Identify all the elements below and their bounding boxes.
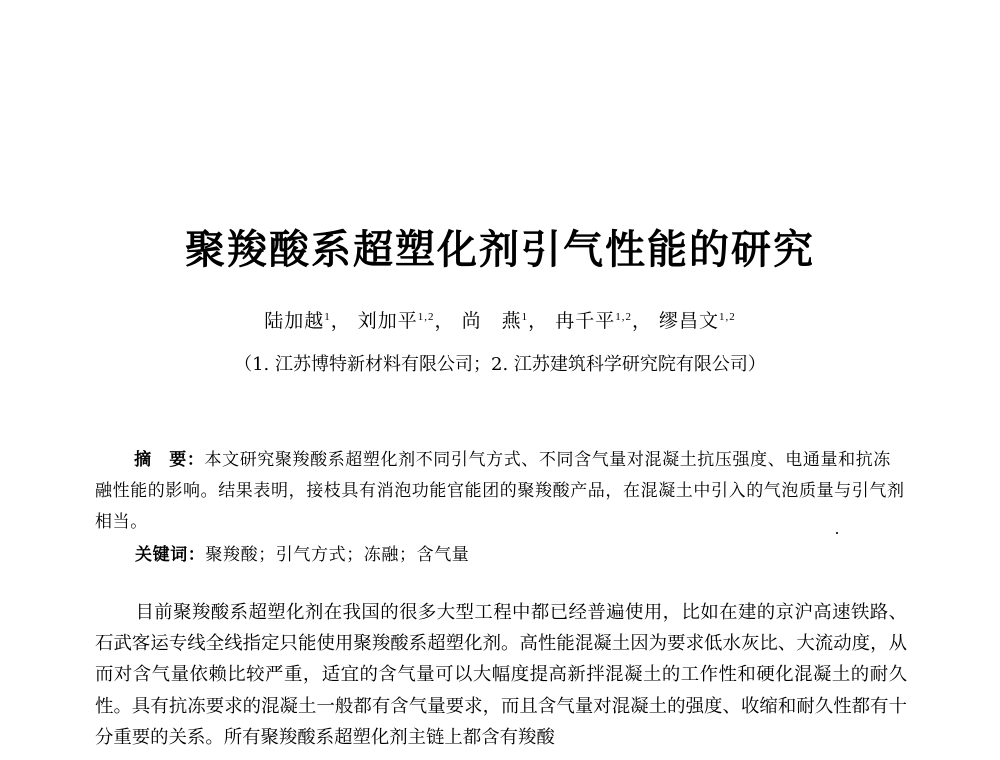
author-name: 尚 燕 xyxy=(461,310,522,332)
author-separator: ， xyxy=(528,310,549,332)
author-name: 陆加越 xyxy=(264,310,325,332)
author-name: 刘加平 xyxy=(357,310,418,332)
abstract-text: 本文研究聚羧酸系超塑化剂不同引气方式、不同含气量对混凝土抗压强度、电通量和抗冻融性能的影响。结果表明，接枝具有消泡功能官能团的聚羧酸产品，在混凝土中引入的气泡质量与引气剂相当。 xyxy=(95,450,905,532)
author-separator: ， xyxy=(631,310,652,332)
author-list xyxy=(0,306,1000,336)
author-name: 缪昌文 xyxy=(659,310,720,332)
author-affiliation-mark: 1,2 xyxy=(615,311,632,323)
affiliations: （1. 江苏博特新材料有限公司；2. 江苏建筑科学研究院有限公司） xyxy=(234,354,766,375)
abstract-block xyxy=(95,445,905,571)
author-separator: ， xyxy=(434,310,455,332)
scan-speck xyxy=(836,532,838,534)
keywords-text: 聚羧酸；引气方式；冻融；含气量 xyxy=(205,545,470,565)
paper-title: 聚羧酸系超塑化剂引气性能的研究 xyxy=(185,227,815,273)
author-separator: ， xyxy=(330,310,351,332)
author-affiliation-mark: 1,2 xyxy=(417,311,435,323)
body-paragraph: 目前聚羧酸系超塑化剂在我国的很多大型工程中都已经普遍使用，比如在建的京沪高速铁路、石武客运专线全线指定只能使用聚羧酸系超塑化剂。高性能混凝土因为要求低水灰比、大流动度，从而对含气量依赖比较严重，适宜的含气量可以大幅度提高新拌混凝土的工作性和硬化混凝土的耐久性。具有抗冻要求的混凝土一般都有含气量要求，而且含气量对混凝土的强度、收缩和耐久性都有十分重要的关系。所有聚羧酸系超塑化剂主链上都含有羧酸 xyxy=(95,602,907,748)
author-affiliation-mark: 1 xyxy=(521,311,529,323)
abstract-label: 摘 要： xyxy=(134,450,205,470)
body-text xyxy=(95,597,907,753)
abstract-paragraph xyxy=(95,445,905,538)
author-affiliation-mark: 1 xyxy=(324,311,331,323)
keywords-line xyxy=(95,540,905,571)
author-name: 冉千平 xyxy=(555,310,616,332)
author-affiliation-mark: 1,2 xyxy=(719,311,736,323)
keywords-label: 关键词： xyxy=(135,545,206,565)
